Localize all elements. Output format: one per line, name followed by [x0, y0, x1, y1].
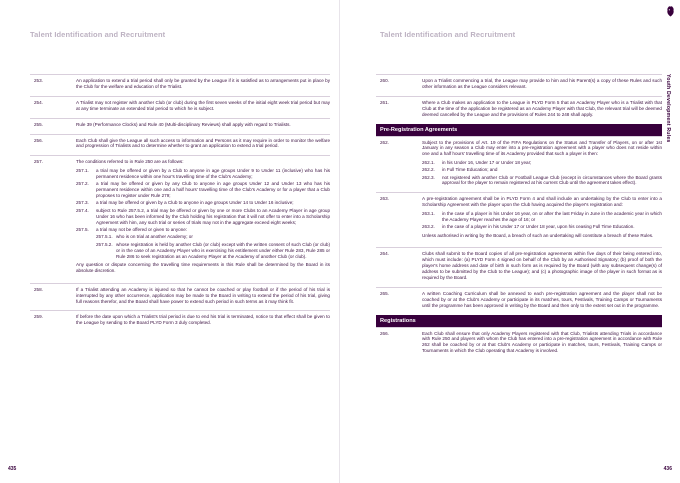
subclause-text	[96, 227, 330, 260]
clause-text: A written Coaching Curriculum shall be annexed to each pre-registration agreement and the player shall not be coached by or at the Club's Academy or participate in its matches, tours, Festivals, Training Camps or Tournaments until the programme has been approved in writing by the Board and then only to the extent set out in the programme.	[422, 290, 662, 308]
clause-number: 266.	[380, 330, 389, 336]
clause-254	[30, 96, 330, 118]
clause-262	[376, 136, 662, 193]
clause-closing: Any question or dispute concerning the travelling time requirements in this Rule shall be determined by the Board in its absolute discretion.	[76, 262, 330, 274]
subclause-number: 257.3.	[76, 200, 89, 206]
subclause-number: 257.5.	[76, 226, 89, 232]
subclause-text: a trial may be offered or given by a Club to anyone in age groups Under 9 to Under 11 (inclusive) who has his permanent residence within one hour's travelling time of the Club's Academy;	[96, 167, 330, 179]
subclause-262-1	[422, 160, 662, 166]
clause-256	[30, 134, 330, 156]
clause-257	[30, 155, 330, 282]
subclause-text: a trial may be offered or given by a Club to anyone in age groups Under 14 to Under 16 inclusive;	[96, 200, 294, 206]
clause-number: 259.	[34, 314, 43, 320]
subsubclause-text: who is on trial at another Academy; or	[116, 234, 193, 240]
section-heading-pre-registration: Pre-Registration Agreements	[376, 124, 662, 136]
clause-number: 253.	[34, 78, 43, 83]
clause-text: Upon a Trialist commencing a trial, the League may provide to him and his Parent(s) a copy of these Rules and such other information as the League considers relevant.	[422, 78, 662, 89]
subclause-number: 263.2.	[422, 224, 435, 229]
clause-number: 262.	[380, 139, 389, 145]
clause-253	[30, 74, 330, 96]
subclause-257-5	[76, 227, 330, 260]
left-page-number: 435	[8, 466, 17, 472]
clause-number: 265.	[380, 290, 389, 296]
clause-260	[376, 74, 662, 96]
subsubclause-257-5-1	[96, 234, 330, 240]
subclause-text: a trial may be offered or given by any Club to anyone in age groups Under 12 and Under 13 who has his permanent residence within one and a half hours' travelling time of the Club's Academy or for a player that a Club proposes to register under Rule 279;	[96, 181, 330, 198]
clause-text	[422, 140, 662, 187]
subclause-text: not registered with another Club or Football League Club (except in circumstances where the Board grants approval for the player to remain registered at his current Club until the agreement takes effect).	[442, 174, 662, 186]
subclause-intro: a trial may not be offered or given to anyone:	[96, 226, 188, 232]
subclause-257-2	[76, 181, 330, 199]
subclause-number: 257.1.	[76, 167, 89, 173]
subclause-number: 257.2.	[76, 181, 89, 187]
clause-264	[376, 247, 662, 287]
subclause-text: in the case of a player in his Under 16 year, on or after the last Friday in June in the academic year in which the Academy Player reaches the age of 16; or	[442, 210, 662, 222]
lion-crest-icon	[666, 6, 675, 17]
subclause-number: 262.3.	[422, 174, 435, 180]
right-page-number: 436	[663, 466, 672, 472]
subsubclause-257-5-2	[96, 242, 330, 260]
subclause-number: 262.1.	[422, 159, 435, 165]
subclause-number: 257.4.	[76, 207, 89, 213]
clause-text: If a Trialist attending an Academy is injured so that he cannot be coached or play football or if the period of his trial is interrupted by any other occurrence, application may be made to the Board in writing to extend the period of his trial, giving full reasons therefor, and the Board shall have power to extend such period in such terms as it may think fit.	[76, 286, 330, 304]
clause-266	[376, 327, 662, 361]
clause-258	[30, 283, 330, 311]
clause-261	[376, 96, 662, 124]
clause-text	[76, 159, 330, 276]
subclause-263-1	[422, 211, 662, 223]
right-content	[376, 74, 662, 360]
side-label: Youth Development Rules	[665, 74, 671, 143]
clause-number: 256.	[34, 137, 43, 143]
clause-number: 255.	[34, 121, 43, 127]
subclause-262-2	[422, 167, 662, 173]
clause-closing: Unless authorised in writing by the Board, a breach of such an undertaking will constitute a breach of these Rules.	[422, 232, 654, 238]
clause-text: Where a Club makes an application to the League in PLYD Form 5 that an Academy Player who is a Trialist with that Club at the time of the application be registered as an Academy Player with that Club, the relevant trial will be deemed deemed cancelled by the League and the provisions of Rules 244 to 248 shall apply.	[422, 99, 662, 117]
subclause-257-3	[76, 200, 330, 206]
right-page	[340, 0, 680, 483]
clause-259	[30, 310, 330, 332]
clause-255	[30, 118, 330, 134]
clause-text: Clubs shall submit to the Board copies of all pre-registration agreements within five days of their being entered into, which must include: (a) PLYD Form 4 signed on behalf of the Club by an Authorised Signatory; (b) proof of both the player's home address and date of birth in such form as is required by the Board (with any subsequent change(s) of address to be submitted by the Club to the League); and (c) a photographic image of the player in such format as is required by the Board.	[422, 251, 662, 280]
clause-text	[422, 196, 662, 241]
right-header: Talent Identification and Recruitment	[380, 30, 516, 39]
clause-number: 263.	[380, 196, 389, 202]
clause-number: 254.	[34, 99, 43, 105]
clause-intro: A pre-registration agreement shall be in PLYD Form 4 and shall include an undertaking by the Club to enter into a Scholarship Agreement with the player upon the Club having acquired the player's registration and:	[422, 196, 662, 208]
clause-number: 260.	[380, 78, 389, 83]
clause-number: 257.	[34, 159, 43, 165]
clause-intro: Subject to the provisions of Art. 19 of the FIFA Regulations on the Status and Transfer of Players, on or after 1st January in any season a Club may enter into a pre-registration agreement with a player who does not reside within one and a half hours' travelling time of its Academy provided that such a player is then:	[422, 139, 662, 157]
section-heading-registrations: Registrations	[376, 315, 662, 327]
clause-text: An application to extend a trial period shall only be granted by the League if it is satisfied as to arrangements put in place by the Club for the welfare and education of the Trialist.	[76, 78, 330, 89]
subclause-263-2	[422, 224, 662, 230]
left-content	[30, 74, 330, 332]
clause-265	[376, 287, 662, 315]
subclause-text: in Full Time Education; and	[442, 167, 498, 173]
clause-text: Each Club shall give the League all such access to information and Persons as it may require in order to monitor the welfare and progression of Trialists and to determine whether to grant an application to extend a trial period.	[76, 137, 330, 149]
subsubclause-number: 257.5.1.	[96, 234, 113, 240]
subclause-text: in the case of a player in his Under 17 or Under 18 year, upon his ceasing Full Time Education.	[442, 224, 635, 229]
subclause-number: 263.1.	[422, 210, 435, 216]
clause-number: 264.	[380, 251, 389, 257]
subclause-text: in his Under 16, Under 17 or Under 18 year;	[442, 159, 532, 165]
subclause-262-3	[422, 175, 662, 187]
clause-number: 258.	[34, 286, 43, 292]
clause-text: A Trialist may not register with another Club (or club) during the first seven weeks of the initial eight week trial period but may at any time terminate an extended trial period to which he is subject.	[76, 99, 330, 111]
clause-263	[376, 192, 662, 247]
subclause-text: subject to Rule 257.5.2, a trial may be offered or given by one or more Clubs to an Academy Player in age group Under 16 who has been informed by the Club holding his registration that it will not offer to enter into a Scholarship Agreement with him, any such trial or series of trials may not in the aggregate exceed eight weeks;	[96, 207, 330, 225]
subclause-257-1	[76, 168, 330, 180]
clause-number: 261.	[380, 99, 389, 105]
clause-text: If before the date upon which a Trialist's trial period is due to end his trial is terminated, notice to that effect shall be given to the League by sending to the Board PLYD Form 3 duly completed.	[76, 314, 330, 326]
left-header: Talent Identification and Recruitment	[30, 30, 166, 39]
subsubclause-text: whose registration is held by another Club (or club) except with the written consent of such Club (or club) or in the case of an Academy Player who is exercising his entitlement under either Rule 283, Rule 285 or Rule 286 to seek registration as an Academy Player at the Academy of another Club (or club).	[116, 241, 330, 259]
subclause-number: 262.2.	[422, 167, 435, 173]
clause-text: Each Club shall ensure that only Academy Players registered with that Club, Trialists attending Trials in accordance with Rule 250 and players with whom the Club has entered into a pre-registration agreement in accordance with Rule 262 shall be coached by or at that Club's Academy or participate in matches, tours, Festivals, Training Camps or Tournaments in which the Club operating that Academy is involved.	[422, 330, 662, 354]
subsubclause-number: 257.5.2.	[96, 241, 113, 247]
clause-intro: The conditions referred to in Rule 250 are as follows:	[76, 159, 184, 165]
subclause-257-4	[76, 208, 330, 226]
clause-text: Rule 39 (Performance Clocks) and Rule 40 (Multi-disciplinary Reviews) shall apply with regard to Trialists.	[76, 121, 291, 127]
